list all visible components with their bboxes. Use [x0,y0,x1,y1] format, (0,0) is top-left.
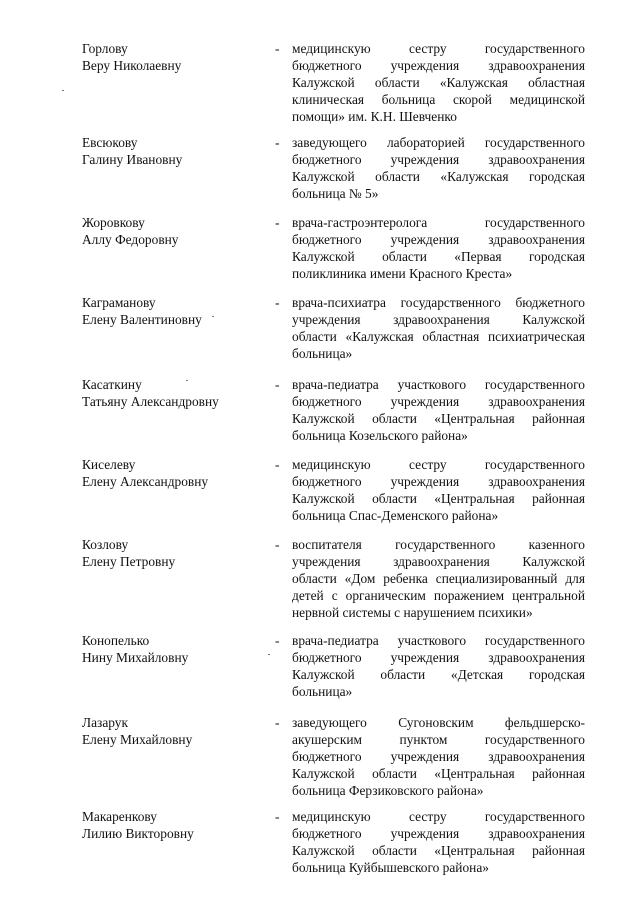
person-name [82,536,267,570]
surname: Жоровкову [82,215,145,230]
surname: Киселеву [82,457,136,472]
desc-line: Калужской области «Центральная районная [292,766,585,781]
position-description [292,376,585,444]
desc-line: больница» [292,684,353,699]
separator-dash: - [275,215,280,230]
given-name: Елену Валентиновну [82,312,202,327]
desc-line: учреждения здравоохранения Калужской [292,312,585,327]
desc-line: заведующего лабораторией государственного [292,135,585,150]
person-name [82,632,267,666]
person-name [82,456,267,490]
position-description [292,632,585,700]
desc-line: врача-гастроэнтеролога государственного [292,215,585,230]
desc-line: больница» [292,346,353,361]
surname: Евсюкову [82,135,138,150]
person-name [82,714,267,748]
desc-line: Калужской области «Центральная районная [292,491,585,506]
person-name [82,214,267,248]
desc-line: бюджетного учреждения здравоохранения [292,749,585,764]
desc-line: больница Куйбышевского района» [292,860,489,875]
desc-line: врача-педиатра участкового государственного [292,377,585,392]
surname: Горлову [82,41,128,56]
given-name: Лилию Викторовну [82,826,194,841]
given-name: Елену Михайловну [82,732,193,747]
surname: Козлову [82,537,129,552]
position-description [292,294,585,362]
surname: Конопелько [82,633,150,648]
desc-line: Калужской области «Калужская городская [292,169,585,184]
desc-line: бюджетного учреждения здравоохранения [292,474,585,489]
desc-line: больница Ферзиковского района» [292,783,484,798]
surname: Касаткину [82,377,142,392]
desc-line: бюджетного учреждения здравоохранения [292,394,585,409]
scan-speck [268,654,270,655]
desc-line: детей с органическим поражением центральной [292,588,585,603]
desc-line: заведующего Сугоновским фельдшерско- [292,715,585,730]
surname: Макаренкову [82,809,157,824]
desc-line: медицинскую сестру государственного [292,809,585,824]
desc-line: нервной системы с нарушением психики» [292,605,533,620]
position-description [292,808,585,876]
given-name: Татьяну Александровну [82,394,219,409]
desc-line: Калужской области «Первая городская [292,249,585,264]
position-description [292,40,585,125]
desc-line: поликлиника имени Красного Креста» [292,266,513,281]
scan-speck [186,380,188,381]
person-name [82,134,267,168]
surname: Каграманову [82,295,156,310]
separator-dash: - [275,457,280,472]
position-description [292,714,585,799]
desc-line: клиническая больница скорой медицинской [292,92,585,107]
desc-line: врача-педиатра участкового государственного [292,633,585,648]
desc-line: бюджетного учреждения здравоохранения [292,650,585,665]
separator-dash: - [275,295,280,310]
given-name: Нину Михайловну [82,650,189,665]
desc-line: помощи» им. К.Н. Шевченко [292,109,457,124]
separator-dash: - [275,633,280,648]
desc-line: медицинскую сестру государственного [292,41,585,56]
given-name: Елену Александровну [82,474,209,489]
desc-line: учреждения здравоохранения Калужской [292,554,585,569]
separator-dash: - [275,41,280,56]
desc-line: бюджетного учреждения здравоохранения [292,232,585,247]
desc-line: Калужской области «Детская городская [292,667,585,682]
desc-line: акушерским пунктом государственного [292,732,585,747]
position-description [292,536,585,621]
given-name: Галину Ивановну [82,152,183,167]
desc-line: бюджетного учреждения здравоохранения [292,152,585,167]
desc-line: медицинскую сестру государственного [292,457,585,472]
desc-line: больница Козельского района» [292,428,468,443]
given-name: Аллу Федоровну [82,232,179,247]
scan-speck [62,90,64,91]
desc-line: области «Дом ребенка специализированный для [292,571,585,586]
desc-line: Калужской области «Калужская областная [292,75,585,90]
person-name [82,376,267,410]
separator-dash: - [275,809,280,824]
desc-line: Калужской области «Центральная районная [292,411,585,426]
desc-line: врача-психиатра государственного бюджетного [292,295,585,310]
desc-line: больница № 5» [292,186,379,201]
desc-line: области «Калужская областная психиатрическая [292,329,585,344]
desc-line: Калужской области «Центральная районная [292,843,585,858]
desc-line: бюджетного учреждения здравоохранения [292,58,585,73]
given-name: Елену Петровну [82,554,176,569]
person-name [82,40,267,74]
desc-line: бюджетного учреждения здравоохранения [292,826,585,841]
surname: Лазарук [82,715,128,730]
given-name: Веру Николаевну [82,58,182,73]
desc-line: воспитателя государственного казенного [292,537,585,552]
separator-dash: - [275,537,280,552]
position-description [292,456,585,524]
position-description [292,214,585,282]
person-name [82,808,267,842]
desc-line: больница Спас-Деменского района» [292,508,499,523]
separator-dash: - [275,135,280,150]
separator-dash: - [275,377,280,392]
separator-dash: - [275,715,280,730]
scan-speck [212,316,214,317]
position-description [292,134,585,202]
person-name [82,294,267,328]
